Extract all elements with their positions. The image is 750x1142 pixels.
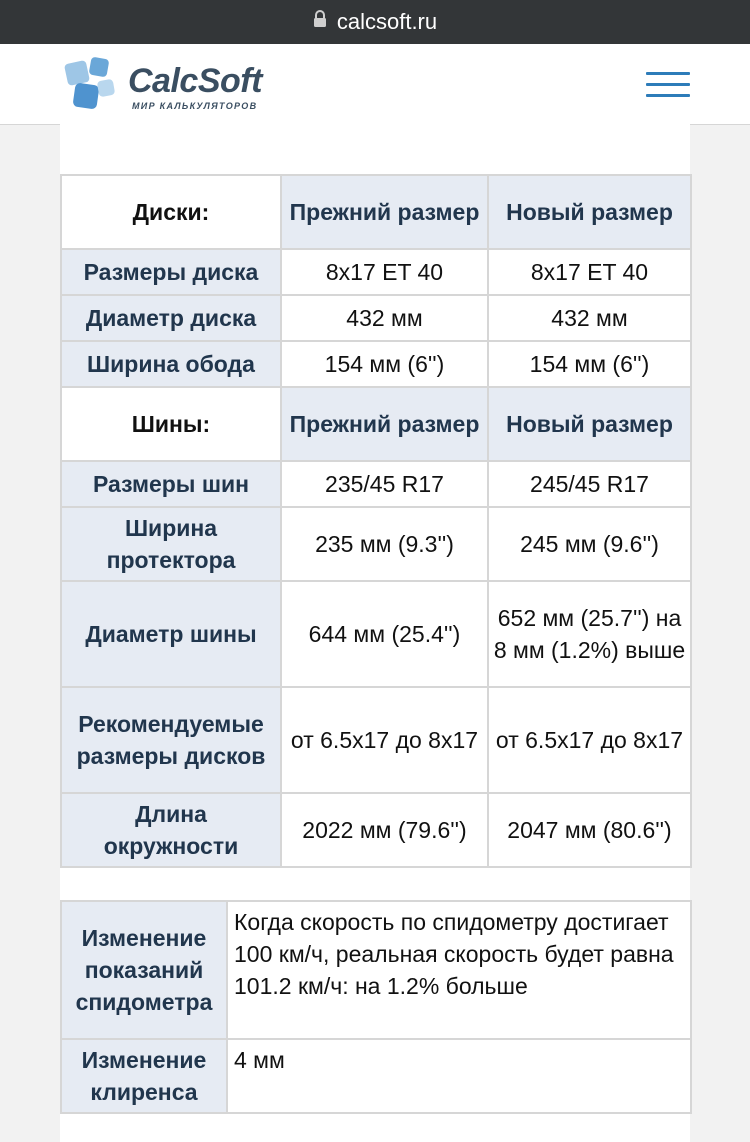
summary-row-speedometer	[61, 901, 691, 1039]
row-label: Длина окружности	[61, 793, 281, 867]
table-row	[61, 295, 691, 341]
row-label: Размеры шин	[61, 461, 281, 507]
logo-name: CalcSoft	[128, 62, 262, 100]
disks-col-new: Новый размер	[488, 175, 691, 249]
row-new-value: от 6.5x17 до 8x17	[488, 687, 691, 793]
lock-icon	[313, 8, 327, 34]
row-label: Ширина протектора	[61, 507, 281, 581]
disks-header-row	[61, 175, 691, 249]
row-old-value: 235 мм (9.3'')	[281, 507, 488, 581]
site-logo[interactable]	[60, 54, 280, 118]
row-label: Рекомендуемые размеры дисков	[61, 687, 281, 793]
row-new-value: 8x17 ET 40	[488, 249, 691, 295]
row-new-value: 245/45 R17	[488, 461, 691, 507]
summary-table	[60, 900, 692, 1114]
table-row	[61, 793, 691, 867]
summary-row-clearance	[61, 1039, 691, 1113]
site-header	[0, 44, 750, 125]
url-text: calcsoft.ru	[336, 9, 438, 34]
tires-header-row	[61, 387, 691, 461]
table-row	[61, 461, 691, 507]
tires-section-title: Шины:	[61, 387, 281, 461]
row-old-value: 644 мм (25.4'')	[281, 581, 488, 687]
row-new-value: 2047 мм (80.6'')	[488, 793, 691, 867]
table-row	[61, 687, 691, 793]
row-old-value: 235/45 R17	[281, 461, 488, 507]
summary-label: Изменение клиренса	[61, 1039, 227, 1113]
tires-col-new: Новый размер	[488, 387, 691, 461]
row-new-value: 245 мм (9.6'')	[488, 507, 691, 581]
main-content	[60, 124, 690, 1142]
tires-col-old: Прежний размер	[281, 387, 488, 461]
row-old-value: 154 мм (6'')	[281, 341, 488, 387]
row-label: Диаметр диска	[61, 295, 281, 341]
browser-url-bar[interactable]	[0, 0, 750, 44]
cubes-logo-icon	[60, 54, 122, 116]
disks-col-old: Прежний размер	[281, 175, 488, 249]
table-row	[61, 581, 691, 687]
table-row	[61, 341, 691, 387]
row-old-value: 432 мм	[281, 295, 488, 341]
row-label: Диаметр шины	[61, 581, 281, 687]
row-old-value: 8x17 ET 40	[281, 249, 488, 295]
summary-text: 4 мм	[227, 1039, 691, 1113]
table-row	[61, 507, 691, 581]
table-row	[61, 249, 691, 295]
row-old-value: от 6.5x17 до 8x17	[281, 687, 488, 793]
comparison-table	[60, 174, 692, 868]
row-label: Размеры диска	[61, 249, 281, 295]
summary-text: Когда скорость по спидометру достигает 100 км/ч, реальная скорость будет равна 101.2 км/ч: на 1.2% больше	[227, 901, 691, 1039]
summary-label: Изменение показаний спидометра	[61, 901, 227, 1039]
row-new-value: 432 мм	[488, 295, 691, 341]
hamburger-menu-icon[interactable]	[646, 72, 690, 98]
row-label: Ширина обода	[61, 341, 281, 387]
logo-tagline: МИР КАЛЬКУЛЯТОРОВ	[132, 101, 258, 111]
row-new-value: 652 мм (25.7'') на 8 мм (1.2%) выше	[488, 581, 691, 687]
disks-section-title: Диски:	[61, 175, 281, 249]
row-old-value: 2022 мм (79.6'')	[281, 793, 488, 867]
row-new-value: 154 мм (6'')	[488, 341, 691, 387]
